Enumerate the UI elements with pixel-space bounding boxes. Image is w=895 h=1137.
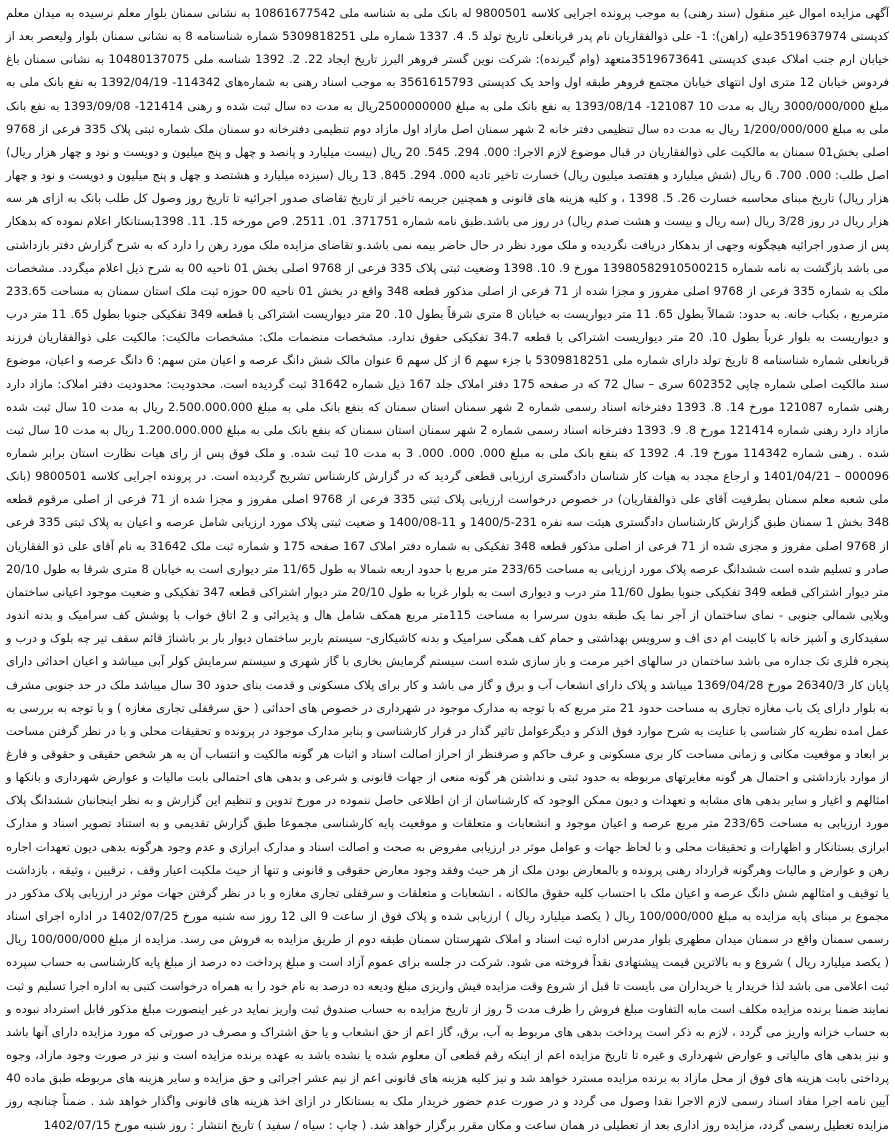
auction-notice-text: آگهی مزایده اموال غیر منقول (سند رهنی) به موجب پرونده اجرایی کلاسه 9800501 له بانک ملی به شناسه ملی 10861677542 به نشانی سمنان بلوار معلم نرسیده به میدان معلم کدپستی 3519637974علیه (راهن): 1- علی ذوالفقاریان نام پدر قربانعلی تاریخ تولد 5. 4. 1337 شماره ملی 5309818251 شماره شناسنامه 8 به نشانی سمنان بلوار ولیعصر بعد از خیابان ارم جنب املاک عبدی کدپستی 3519673641متعهد (وام گیرنده): شرکت نوین گستر فروهر البرز تاریخ ایجاد 22. 2. 1392 شناسه ملی 10480137075 به نشانی سمنان باغ فردوس خیابان 12 متری اول انتهای خیابان مجتمع فروهر طبقه اول واحد یک کدپستی 3561615793 به موجب اسناد رهنی به شماره‌های 114342- 1392/04/19 به نفع بانک ملی به مبلغ 3000/000/000 ریال به مدت 10 121087- 1393/08/14 به نفع بانک ملی به مبلغ 2500000000ریال به مدت ده سال ثبت شده و رهنی 121414- 1393/09/08 به نفع بانک ملی به مبلغ 1/200/000/000 ریال به مدت ده سال تنظیمی دفتر خانه 2 شهر سمنان اصل مازاد اول مازاد دوم تنظیمی دفترخانه دو سمنان ملک شماره ثبتی پلاک 335 فرعی از 9768 اصلی بخش01 سمنان به مالکیت علی ذوالفقاریان در قبال موضوع لازم الاجرا: 000. 294. 545. 20 ریال (بیست میلیارد و پانصد و چهل و پنج میلیون و دویست و نود و چهار هزار ریال) اصل طلب: 000. 700. 6 ریال (شش میلیارد و هفتصد میلیون ریال) خسارت تاخیر تادیه 000. 294. 845. 13 ریال (سیزده میلیارد و هشتصد و چهل و پنج میلیون و دویست و نود و چهار هزار ریال) تاریخ مبنای محاسبه خسارت 26. 5. 1398 ، و کلیه هزینه های قانونی و همچنین جریمه تاخیر از تاریخ تقاضای صدور اجرائیه تا تاریخ روز وصول کل طلب بانک به ازای هر سه هزار ریال در روز 3/28 ریال (سه ریال و بیست و هشت صدم ریال) در روز می باشد.طبق نامه شماره 371751. 01. 2511. 9ص مورخه 15. 11. 1398بستانکار اعلام نموده که بدهکار پس از صدور اجرائیه هیچگونه وجهی از بدهکار دریافت نگردیده و ملک مورد نظر در حال حاضر بیمه نمی باشد.و تقاضای مزایده ملک مورد رهن را دارد که به شرح گزارش دفتر بازداشتی می باشد بازگشت به نامه شماره 13980582910500215 مورخ 9. 10. 1398 وضعیت ثبتی پلاک 335 فرعی از 9768 اصلی بخش 01 ناحیه 00 به شرح ذیل اعلام میگردد. مشخصات ملک به شماره 335 فرعی از 9768 اصلی مفروز و مجزا شده از 71 فرعی از اصلی مذکور قطعه 348 واقع در بخش 01 ناحیه 00 حوزه ثبت ملک استان سمنان به مساحت 233.65 مترمربع ، بکباب خانه. به حدود: شمالاً بطول 65. 11 متر دیواریست به خیابان 8 متری شرقاً بطول 10. 20 متر دیواریست اشتراکی با قطعه 349 تفکیکی جنوبا بطول 65. 11 متر درب و دیواریست به بلوار غرباً بطول 10. 20 متر دیواریست اشتراکی با قطعه 34.7 تفکیکی حقوق ندارد. مشخصات منضمات ملک: مشخصات مالکیت: مالکیت علی ذوالفقاریان فرزند قربانعلی شماره شناسنامه 8 تاریخ تولد دارای شماره ملی 5309818251 با جزء سهم 6 از کل سهم 6 عنوان مالک شش دانگ عرصه و اعیان متن سهم: 6 دانگ عرصه و اعیان، موضوع سند مالکیت اصلی شماره چاپی 602352 سری – سال 72 که در صفحه 175 دفتر املاک جلد 167 ذیل شماره 31642 ثبت گردیده است. محدودیت: محدودیت دفتر املاک: مازاد دارد رهنی شماره 121087 مورخ 14. 8. 1393 دفترخانه اسناد رسمی شماره 2 شهر سمنان استان سمنان که بنفع بانک ملی به مبلغ 2.500.000.000 ریال به مدت 10 سال ثبت شده مازاد دارد رهنی شماره 121414 مورخ 8. 9. 1393 دفترخانه اسناد رسمی شماره 2 شهر سمنان استان سمنان که بنفع بانک ملی به مبلغ 1.200.000.000 ریال به مدت 10 سال ثبت شده . رهنی شماره 114342 مورخ 19. 4. 1392 که بنفع بانک ملی به مبلغ 000. 000. 000. 3 به مدت 10 ثبت شده. و ملک فوق پس از رای هیات نظارت استان برابر شماره 000096 – 1401/04/21 و ارجاع مجدد به هیات کار شناسان دادگستری ارزیابی قطعی گردید که در گزارش کارشناس تشریح گردیده است. در پرونده اجرایی کلاسه 9800501 (بانک ملی شعبه معلم سمنان بطرفیت آقای علی ذوالفقاریان) در خصوص درخواست ارزیابی پلاک ثبتی 335 فرعی از 9768 اصلی مفروز و مجزا شده از 71 فرعی از اصلی مرقوم قطعه 348 بخش 1 سمنان طبق گزارش کارشناسان دادگستری هیئت سه نفره 231-1400/5 و 11-1400/08 و ضعیت ثبتی پلاک مورد ارزیابی شامل عرصه و اعیان به پلاک ثبتی 335 فرعی از 9768 اصلی مفروز و مجزی شده از 71 فرعی از اصلی مذکور قطعه 348 تفکیکی به شماره دفتر املاک 167 صفحه 175 و شماره ثبت ملک 31642 به نام آقای علی ذو الفقاریان صادر و تسلیم شده است ششدانگ عرصه پلاک مورد ارزیابی به مساحت 233/65 متر مربع با حدود اربعه شمالا به طول 11/65 متر دیواری است به خیابان 8 متری شرقا به طول 20/10 متر دیوار اشتراکی قطعه 349 تفکیکی جنوبا بطول 11/60 متر درب و دیواری است به بلوار غربا به طول 20/10 متر دیوار اشتراکی قطعه 347 تفکیکی و ضعیت موجود اعیانی ساختمان ویلایی شمالی جنوبی - نمای ساختمان از آجر نما یک طبقه بدون سرسرا به مساحت 115متر مربع همکف شامل هال و پذیرائی و 2 اتاق خواب با پوشش کف سرامیک و بدنه اندود سفیدکاری و آشپز خانه با کابینت ام دی اف و سرویس بهداشتی و حمام کف همگی سرامیک و بدنه کاشیکاری- سیستم باربر ساختمان دیوار بار بر باشناژ قائم سقف تیر چه بلوک و درب و پنجره فلزی تک جداره می باشد ساختمان در سالهای اخیر مرمت و باز سازی شده است سیستم گرمایش بخاری با گاز شهری و سیستم سرمایش کولر آبی میباشد و اعیان احداثی دارای پایان کار 26340/3 مورخ 1369/04/28 میباشد و پلاک دارای انشعاب آب و برق و گاز می باشد و کار برای پلاک مسکونی و قدمت بنای حدود 30 سال میباشد ملک در حد جنوبی مشرف به بلوار دارای یک باب مغازه تجاری به مساحت حدود 21 متر مربع که با توجه به مدارک موجود در شهرداری در خصوص های احداثی ( حق سرقفلی تجاری مغازه ) و با توجه به بررسی به عمل امده نظریه کار شناسی با عنایت به شرح موارد فوق الذکر و دیگرعوامل تاثیر گذار در قرار کارشناسی و بنابر مدارک موجود در پرونده و تحقیقات محلی و با در نظر گرفتن مساحت بر ابعاد و موقعیت مکانی و زمانی مساحت کار بری مسکونی و عرف حاکم و صرفنظر از احراز اصالت اسناد و اثبات هر گونه مالکیت و انتساب آن به هر شخص حقیقی و حقوقی و فارغ از موارد بازداشتی و احتمال هر گونه مغایرتهای مربوطه به حدود ثبتی و نداشتن هر گونه منعی از جهات قانونی و شرعی و بدهی های احتمالی بابت مالیات و عوارض شهرداری و بانکها و امثالهم و اغیار و سایر بدهی های مشابه و تعهدات و دیون ممکن الوجود که کارشناسان از ان اطلاعی حاصل ننموده در مورخ تدوین و تنظیم این گزارش و به نظر اینجانبان ششدانگ پلاک مورد ارزیابی به مساحت 233/65 متر مربع عرصه و اعیان موجود و انشعابات و متعلقات و موقعیت پایه کارشناسی مجموعا طبق گزارش تقدیمی و به استناد تصویر اسناد و مدارک ابرازی بستانکار و اظهارات و تحقیقات محلی و با لحاظ جهات و عوامل موثر در ارزیابی مفروض به صحت و اصالت اسناد و مدارک ابرازی و عدم وجود هرگونه بدهی دیون تعهدات اجاره رهن و عوارض و مالیات وهرگونه قرارداد رهنی پرونده و بالمعارض بودن ملک از هر حیث وفقد وجود معارض حقوقی و قانونی و تنها از حیث ملکیت اعیار وقف ، ترقیین ، وثیقه ، بازداشت یا توقیف و امثالهم شش دانگ عرصه و اعیان ملک با احتساب کلیه حقوق مالکانه ، انشعابات و متعلقات و سرقفلی تجاری مغازه و با در نظر گرفتن جهات موثر در ارزیابی پلاک مذکور در مجموع بر مبنای پایه مزایده به مبلغ 100/000/000 ریال ( یکصد میلیارد ریال ) ارزیابی شده و پلاک فوق از ساعت 9 الی 12 روز سه شنبه مورخ 1402/07/25 در اداره اجرای اسناد رسمی سمنان واقع در سمنان میدان مطهری بلوار مدرس اداره ثبت اسناد و املاک شهرستان سمنان طبقه دوم از طریق مزایده به فروش می رسد. مزایده از مبلغ 100/000/000 ریال ( یکصد میلیارد ریال ) شروع و به بالاترین قیمت پیشنهادی نقداً فروخته می شود. شرکت در جلسه برای عموم آزاد است و مبلغ پرداخت ده درصد از مبلغ پایه کارشناسی به حساب سپرده ثبت اعلامی می باشد لذا خریدار یا خریداران می بایست تا قبل از شروع وقت مزایده فیش واریزی مبلغ ودیعه ده درصد به نام خود را به همراه درخواست کتبی به اداره اجرا تسلیم و ثبت نمایند ضمنا برنده مزایده مکلف است مابه التفاوت مبلغ فروش را ظرف مدت 5 روز از تاریخ مزایده به حساب صندوق ثبت واریز نماید در غیر اینصورت مبلغ مذکور قابل استرداد نبوده و به حساب خزانه واریز می گردد ، لازم به ذکر است پرداخت بدهی های مربوط به آب، برق، گاز اعم از حق انشعاب و یا حق اشتراک و مصرف در صورتی که مورد مزایده دارای آنها باشد و نیز بدهی های مالیاتی و عوارض شهرداری و غیره تا تاریخ مزایده اعم از اینکه رقم قطعی آن معلوم شده یا نشده باشد به عهده برنده مزایده است و نیز در صورت وجود مازاد، وجوه پرداختی بابت هزینه های فوق از محل مازاد به برنده مزایده مسترد خواهد شد و نیز کلیه هزینه های قانونی اعم از نیم عشر اجرائی و حق مزایده و سایر هزینه های مربوطه طبق ماده 40 آیین نامه اجرا مفاد اسناد رسمی لازم الاجرا نقدا وصول می گردد و در صورت عدم حضور خریدار ملک به بستانکار در ازای اخذ هزینه های قانونی واگذار خواهد شد . ضمناً چنانچه روز مزایده تعطیل رسمی گردد، مزایده روز اداری بعد از تعطیلی در همان ساعت و مکان مقرر برگزار خواهد شد. ( چاپ : سیاه / سفید ) تاریخ انتشار : روز شنبه مورخ 1402/07/15 xyxy=(6,6,890,1132)
